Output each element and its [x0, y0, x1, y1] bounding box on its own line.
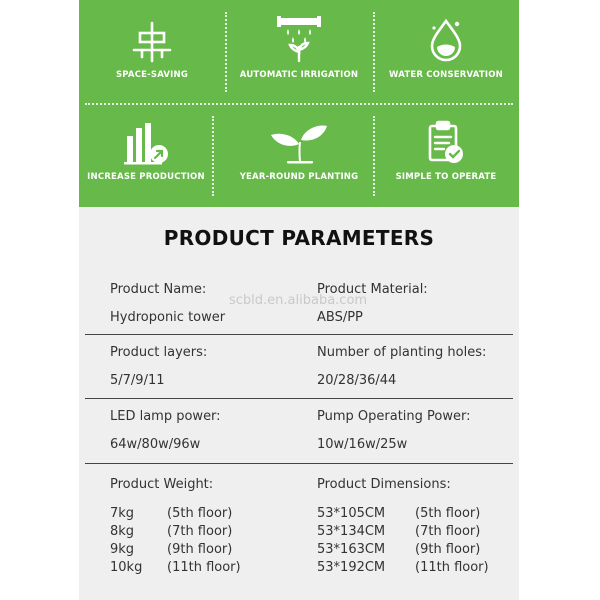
dimension-floor: (7th floor)	[415, 524, 481, 539]
product-panel	[79, 0, 519, 600]
product-material-value: ABS/PP	[317, 310, 363, 325]
feature-space-saving	[79, 20, 225, 80]
feature-label: INCREASE PRODUCTION	[87, 172, 205, 182]
clipboard-check-icon	[424, 120, 468, 166]
sprout-icon	[267, 120, 331, 166]
page-title-text: PRODUCT PARAMETERS	[163, 226, 435, 250]
dimension-floor: (9th floor)	[415, 542, 481, 557]
weight-floor: (5th floor)	[167, 506, 233, 521]
weight-floor: (7th floor)	[167, 524, 233, 539]
features-banner	[79, 0, 519, 207]
led-power-value: 64w/80w/96w	[110, 437, 201, 452]
feature-simple-to-operate	[373, 120, 519, 182]
divider	[85, 334, 513, 335]
product-layers-label: Product layers:	[110, 345, 208, 360]
feature-label: SPACE-SAVING	[115, 70, 189, 80]
product-name-label: Product Name:	[110, 282, 207, 297]
weight-floor: (9th floor)	[167, 542, 233, 557]
feature-increase-production	[79, 120, 219, 182]
led-power-label: LED lamp power:	[110, 409, 221, 424]
planting-holes-value: 20/28/36/44	[317, 373, 397, 388]
weight-value: 8kg	[110, 524, 135, 539]
dimension-floor: (5th floor)	[415, 506, 481, 521]
dimension-value: 53*192CM	[317, 560, 386, 575]
weight-value: 10kg	[110, 560, 143, 575]
irrigation-icon	[274, 14, 324, 64]
water-drop-icon	[422, 16, 470, 64]
feature-year-round-planting	[226, 120, 372, 182]
product-material-label: Product Material:	[317, 282, 428, 297]
page-title	[164, 226, 434, 250]
feature-water-conservation	[373, 16, 519, 80]
weight-value: 9kg	[110, 542, 135, 557]
divider	[85, 103, 513, 105]
dimension-floor: (11th floor)	[415, 560, 489, 575]
weight-floor: (11th floor)	[167, 560, 241, 575]
feature-label: YEAR-ROUND PLANTING	[239, 172, 359, 182]
feature-label: WATER CONSERVATION	[389, 70, 503, 80]
planting-holes-label: Number of planting holes:	[317, 345, 487, 360]
space-saving-icon	[130, 20, 174, 64]
watermark: scbld.en.alibaba.com	[229, 293, 368, 308]
feature-label: SIMPLE TO OPERATE	[395, 172, 497, 182]
dimension-value: 53*134CM	[317, 524, 386, 539]
growth-chart-icon	[121, 120, 171, 166]
divider	[85, 463, 513, 464]
divider	[85, 398, 513, 399]
dimension-value: 53*105CM	[317, 506, 386, 521]
pump-power-label: Pump Operating Power:	[317, 409, 471, 424]
feature-automatic-irrigation	[226, 14, 372, 80]
dimension-value: 53*163CM	[317, 542, 386, 557]
feature-label: AUTOMATIC IRRIGATION	[239, 70, 359, 80]
weight-value: 7kg	[110, 506, 135, 521]
product-weight-label: Product Weight:	[110, 477, 214, 492]
pump-power-value: 10w/16w/25w	[317, 437, 408, 452]
product-name-value: Hydroponic tower	[110, 310, 226, 325]
product-dimensions-label: Product Dimensions:	[317, 477, 451, 492]
title-wrap	[79, 226, 519, 250]
product-layers-value: 5/7/9/11	[110, 373, 165, 388]
